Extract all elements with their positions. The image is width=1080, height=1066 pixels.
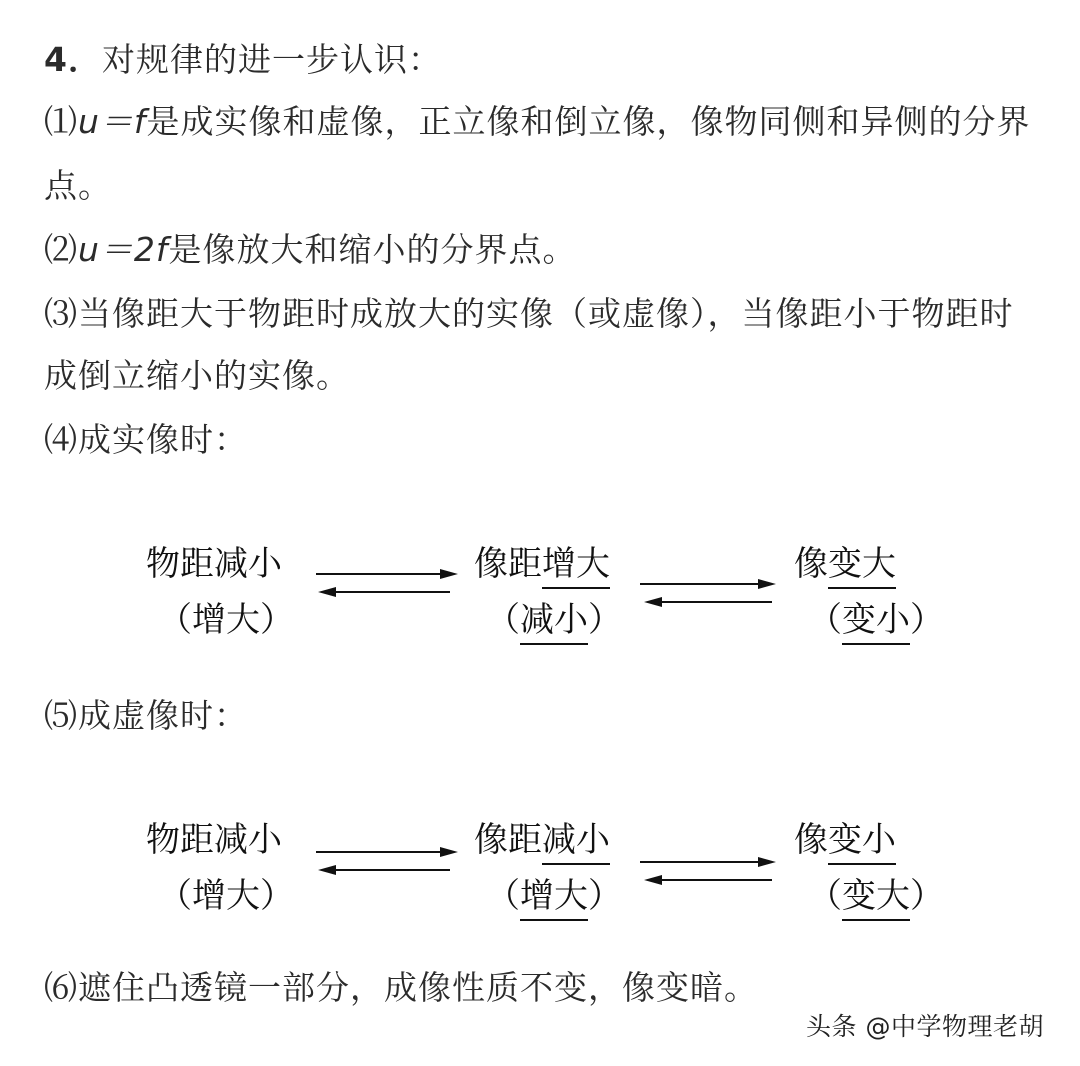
double-arrow-icon — [312, 844, 462, 880]
item-4: ⑷成实像时： — [44, 420, 248, 459]
item-1-formula: u＝f — [78, 102, 147, 141]
double-arrow-icon — [636, 854, 786, 890]
heading-number: 4． — [44, 40, 102, 79]
heading-text: 对规律的进一步认识： — [101, 40, 442, 79]
double-arrow-icon — [636, 576, 786, 612]
item-5: ⑸成虚像时： — [44, 696, 248, 735]
item-2-text: 是像放大和缩小的分界点。 — [168, 230, 577, 269]
diagram-real-image — [0, 536, 1080, 686]
item-3-line-2: 成倒立缩小的实像。 — [44, 356, 350, 395]
item-3-line-1: ⑶当像距大于物距时成放大的实像（或虚像），当像距小于物距时 — [44, 294, 1014, 333]
image-distance-top: 像距减小 — [474, 820, 610, 865]
image-distance-bottom: （增大） — [486, 876, 622, 921]
double-arrow-icon — [312, 566, 462, 602]
item-2 — [44, 230, 577, 270]
item-1 — [44, 102, 1031, 142]
item-6: ⑹遮住凸透镜一部分，成像性质不变，像变暗。 — [44, 968, 758, 1007]
object-distance-bottom: （增大） — [158, 600, 294, 640]
image-distance-top: 像距增大 — [474, 544, 610, 589]
watermark: 头条 @中学物理老胡 — [806, 1012, 1044, 1041]
item-1-text: 是成实像和虚像，正立像和倒立像，像物同侧和异侧的分界 — [146, 102, 1031, 141]
item-2-formula: u＝2f — [78, 230, 169, 269]
object-distance-top: 物距减小 — [146, 544, 282, 584]
section-heading — [44, 40, 442, 80]
item-1-marker: ⑴ — [44, 102, 78, 141]
image-size-bottom: （变大） — [808, 876, 944, 921]
image-size-top: 像变大 — [794, 544, 896, 589]
image-distance-bottom: （减小） — [486, 600, 622, 645]
object-distance-bottom: （增大） — [158, 876, 294, 916]
diagram-virtual-image — [0, 812, 1080, 962]
item-2-marker: ⑵ — [44, 230, 78, 269]
image-size-bottom: （变小） — [808, 600, 944, 645]
item-1-continuation: 点。 — [44, 166, 112, 205]
image-size-top: 像变小 — [794, 820, 896, 865]
object-distance-top: 物距减小 — [146, 820, 282, 860]
